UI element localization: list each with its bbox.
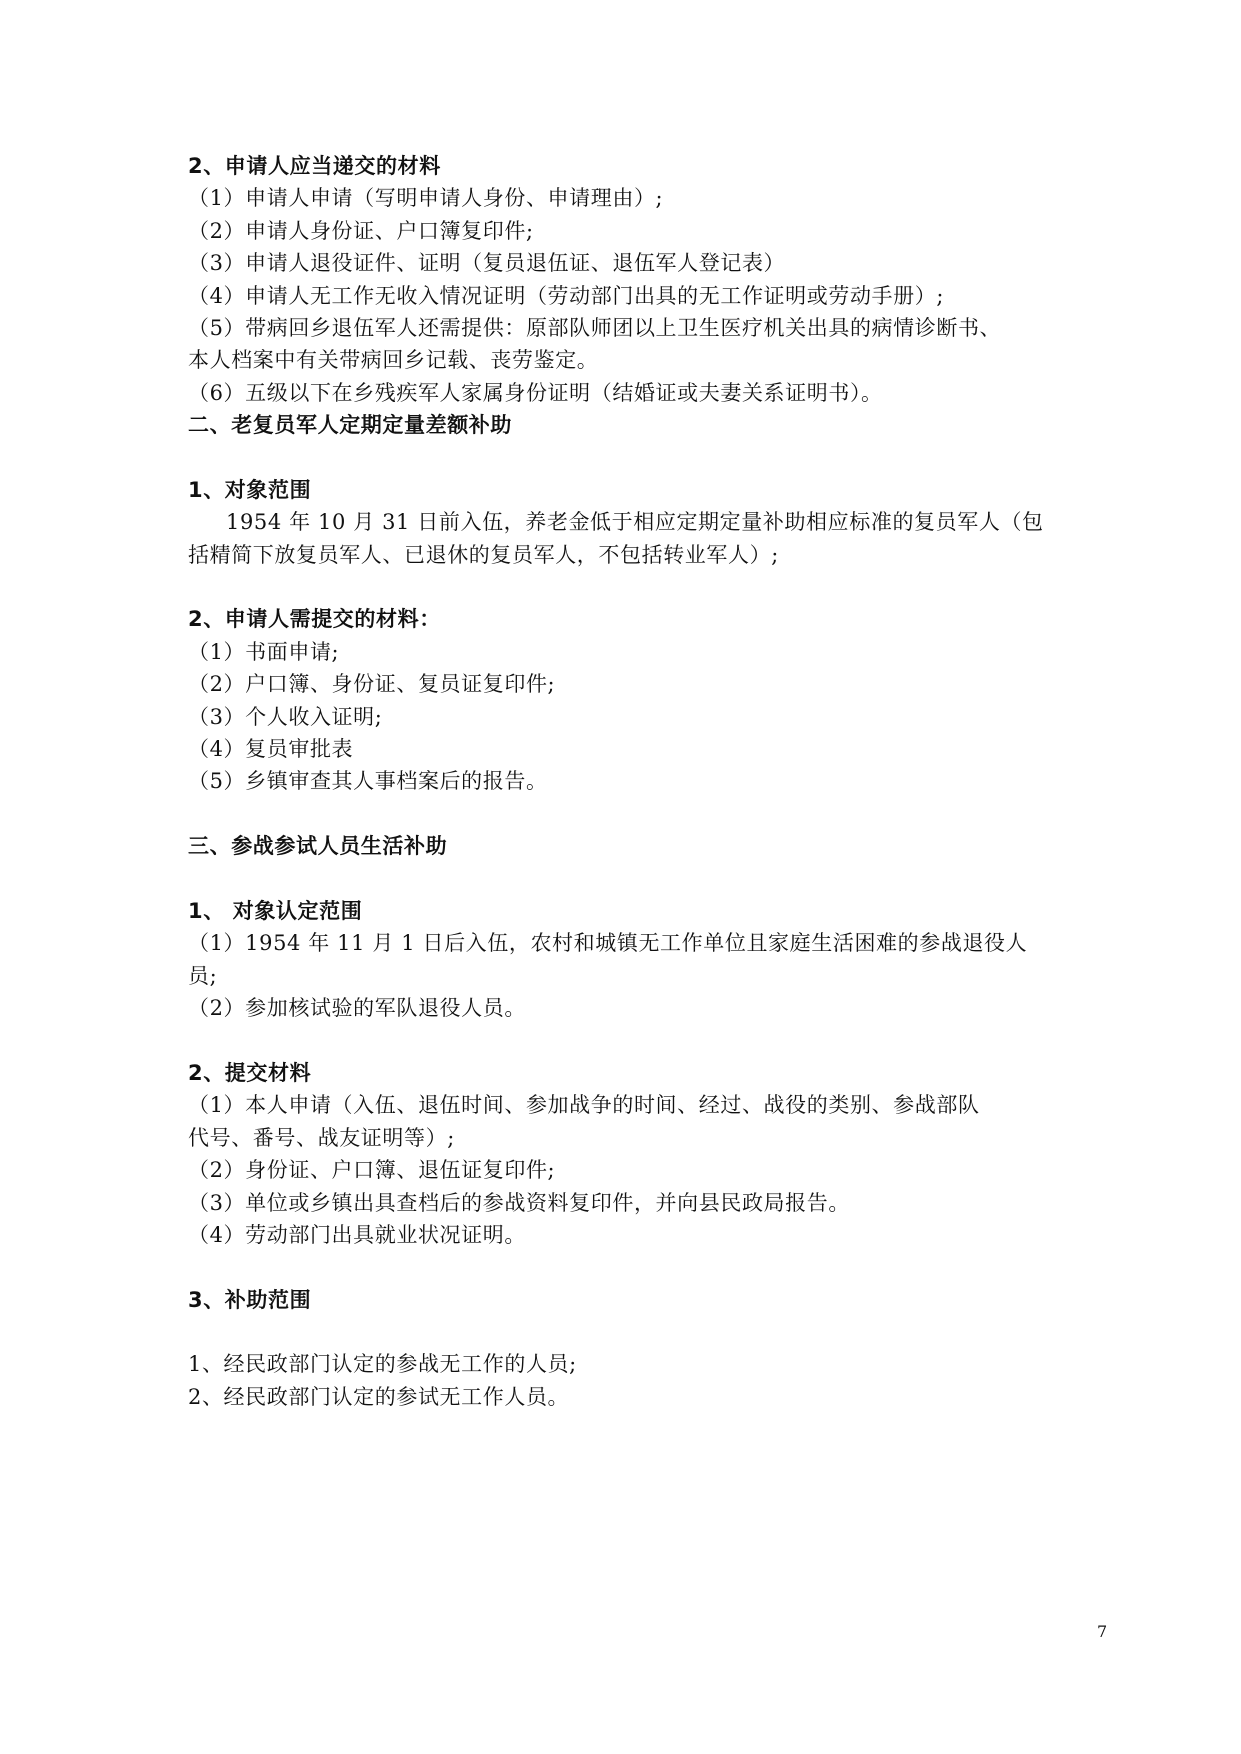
spacer [188, 442, 1113, 474]
spacer [188, 1251, 1113, 1283]
subsection-heading-materials: 2、申请人需提交的材料： [188, 607, 441, 632]
section-heading-materials: 2、申请人应当递交的材料 [188, 154, 441, 178]
list-item: （2）户口簿、身份证、复员证复印件; [188, 672, 556, 697]
paragraph-line: 括精简下放复员军人、已退休的复员军人，不包括转业军人）; [188, 542, 779, 567]
list-item: 2、经民政部门认定的参试无工作人员。 [188, 1384, 570, 1409]
page-number: 7 [1097, 1622, 1108, 1641]
spacer [188, 863, 1113, 895]
spacer [188, 798, 1113, 830]
spacer [188, 1316, 1113, 1348]
section-title-two: 二、老复员军人定期定量差额补助 [188, 413, 512, 438]
subsection-heading-subsidy-scope: 3、补助范围 [188, 1287, 312, 1312]
list-item: （5）带病回乡退伍军人还需提供：原部队师团以上卫生医疗机关出具的病情诊断书、 [188, 315, 1002, 340]
list-item: （3）单位或乡镇出具查档后的参战资料复印件，并向县民政局报告。 [188, 1190, 850, 1215]
list-item-continuation: 本人档案中有关带病回乡记载、丧劳鉴定。 [188, 348, 599, 373]
list-item: （3）申请人退役证件、证明（复员退伍证、退伍军人登记表） [188, 251, 786, 276]
list-item: （2）申请人身份证、户口簿复印件; [188, 218, 534, 243]
spacer [188, 571, 1113, 603]
paragraph-line: 1954 年 10 月 31 日前入伍，养老金低于相应定期定量补助相应标准的复员军人（包 [226, 510, 1044, 535]
list-item: 1、经民政部门认定的参战无工作的人员; [188, 1352, 577, 1377]
subsection-heading-submit: 2、提交材料 [188, 1060, 312, 1085]
list-item: （5）乡镇审查其人事档案后的报告。 [188, 769, 548, 794]
list-item: （3）个人收入证明; [188, 704, 383, 729]
list-item: （1）本人申请（入伍、退伍时间、参加战争的时间、经过、战役的类别、参战部队 [188, 1093, 980, 1118]
document-body [188, 150, 1113, 1413]
list-item: （4）劳动部门出具就业状况证明。 [188, 1222, 526, 1247]
subsection-heading-scope: 1、对象范围 [188, 477, 312, 502]
list-item: （2）参加核试验的军队退役人员。 [188, 996, 526, 1021]
list-item-continuation: 代号、番号、战友证明等）; [188, 1125, 455, 1150]
list-item-continuation: 员; [188, 963, 218, 988]
list-item: （4）复员审批表 [188, 737, 354, 762]
list-item: （6）五级以下在乡残疾军人家属身份证明（结婚证或夫妻关系证明书）。 [188, 380, 883, 405]
subsection-heading-scope: 1、 对象认定范围 [188, 898, 363, 923]
section-title-three: 三、参战参试人员生活补助 [188, 834, 448, 859]
list-item: （1）书面申请; [188, 639, 340, 664]
spacer [188, 1025, 1113, 1057]
list-item: （2）身份证、户口簿、退伍证复印件; [188, 1158, 556, 1183]
list-item: （4）申请人无工作无收入情况证明（劳动部门出具的无工作证明或劳动手册）; [188, 283, 945, 308]
list-item: （1）1954 年 11 月 1 日后入伍，农村和城镇无工作单位且家庭生活困难的参战退役人 [188, 931, 1028, 956]
list-item: （1）申请人申请（写明申请人身份、申请理由）; [188, 186, 664, 211]
